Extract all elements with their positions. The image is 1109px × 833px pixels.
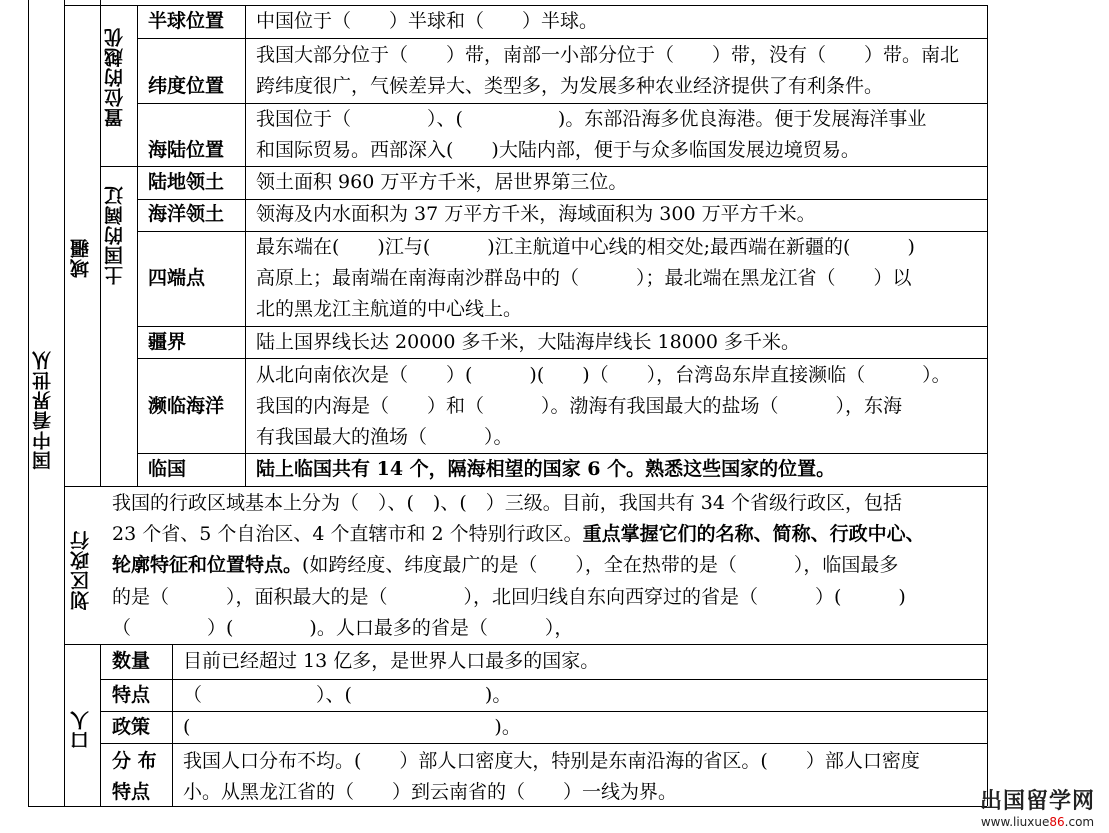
section-xingzheng: 划区政行 <box>70 530 92 610</box>
text-haiyang: 领海及内水面积为 37 万平方千米，海域面积为 300 万平方千米。 <box>256 203 816 225</box>
subsection-lingtu: 土国的阔辽 <box>104 185 126 285</box>
text-xingzheng-2a: 23 个省、5 个自治区、4 个直辖市和 2 个特别行政区。 <box>112 523 583 545</box>
text-jiangjie: 陆上国界线长达 20000 多千米，大陆海岸线长 18000 多千米。 <box>256 331 801 353</box>
text-zhengce: ( )。 <box>183 716 521 738</box>
label-tedian: 特点 <box>112 684 151 706</box>
text-xingzheng-3b: (如跨经度、纬度最广的是（ ），全在热带的是（ ），临国最多 <box>302 554 899 576</box>
text-siduan-2: 高原上；最南端在南海南沙群岛中的（ ）；最北端在黑龙江省（ ）以 <box>256 267 912 289</box>
text-xingzheng-2b: 重点掌握它们的名称、简称、行政中心、 <box>582 523 925 545</box>
text-weidu-2: 跨纬度很广，气候差异大、类型多，为发展多种农业经济提供了有利条件。 <box>256 75 884 97</box>
text-binlin-1: 从北向南依次是（ ）( )( )（ ），台湾岛东岸直接濒临（ ）。 <box>256 364 951 386</box>
label-hailu: 海陆位置 <box>148 139 225 161</box>
text-banqiu: 中国位于（ ）半球和（ ）半球。 <box>256 10 599 32</box>
text-xingzheng-2 <box>112 519 925 550</box>
text-tedian: （ ）、( )。 <box>183 684 512 706</box>
label-banqiu: 半球位置 <box>148 10 225 32</box>
label-zhengce: 政策 <box>112 716 151 738</box>
label-linguo: 临国 <box>148 458 187 480</box>
text-linguo: 陆上临国共有 14 个，隔海相望的国家 6 个。熟悉这些国家的位置。 <box>256 458 836 480</box>
text-weidu-1: 我国大部分位于（ ）带，南部一小部分位于（ ）带，没有（ ）带。南北 <box>256 44 960 66</box>
text-ludi: 领土面积 960 万平方千米，居世界第三位。 <box>256 171 628 193</box>
text-binlin-2: 我国的内海是（ ）和（ ）。渤海有我国最大的盐场（ ），东海 <box>256 395 903 417</box>
label-shuliang: 数量 <box>112 650 151 672</box>
text-xingzheng-4: 的是（ ），面积最大的是（ ），北回归线自东向西穿过的省是（ ）( ) <box>112 586 906 608</box>
label-ludi: 陆地领土 <box>148 171 225 193</box>
text-shuliang: 目前已经超过 13 亿多，是世界人口最多的国家。 <box>183 650 600 672</box>
label-binlin: 濒临海洋 <box>148 395 225 417</box>
text-binlin-3: 有我国最大的渔场（ ）。 <box>256 426 513 448</box>
text-hailu-1: 我国位于（ ）、( )。东部沿海多优良海港。便于发展海洋事业 <box>256 108 927 130</box>
outer-header: 国中看界世从 <box>32 350 54 470</box>
text-xingzheng-3 <box>112 550 898 581</box>
text-xingzheng-5: （ ）( )。人口最多的省是（ ）， <box>112 617 574 639</box>
label-fenbu-2: 特点 <box>112 781 151 803</box>
label-fenbu-1: 分 布 <box>112 750 157 772</box>
text-xingzheng-3a: 轮廓特征和位置特点。 <box>112 554 303 576</box>
text-fenbu-2: 小。从黑龙江省的（ ）到云南省的（ ）一线为界。 <box>183 781 678 803</box>
text-siduan-1: 最东端在( )江与( )江主航道中心线的相交处;最西端在新疆的( ) <box>256 236 915 258</box>
text-xingzheng-1: 我国的行政区域基本上分为（ ）、( )、( ）三级。目前，我国共有 34 个省级行政区，包括 <box>112 492 902 514</box>
watermark-site: 出国留学网 <box>979 789 1095 814</box>
section-jiangyu: 域疆 <box>70 238 92 278</box>
label-weidu: 纬度位置 <box>148 75 225 97</box>
label-jiangjie: 疆界 <box>148 331 187 353</box>
label-haiyang: 海洋领土 <box>148 203 225 225</box>
label-siduan: 四端点 <box>148 267 206 289</box>
text-hailu-2: 和国际贸易。西部深入( )大陆内部，便于与众多临国发展边境贸易。 <box>256 139 860 161</box>
text-fenbu-1: 我国人口分布不均。( ）部人口密度大，特别是东南沿海的省区。( ）部人口密度 <box>183 750 920 772</box>
watermark-url: www.liuxue86.com <box>980 815 1095 829</box>
text-siduan-3: 北的黑龙江主航道的中心线上。 <box>256 298 523 320</box>
watermark-logo <box>980 784 1095 829</box>
subsection-weizhi: 置位的越优 <box>104 27 126 127</box>
section-renkou: 口人 <box>70 710 92 750</box>
